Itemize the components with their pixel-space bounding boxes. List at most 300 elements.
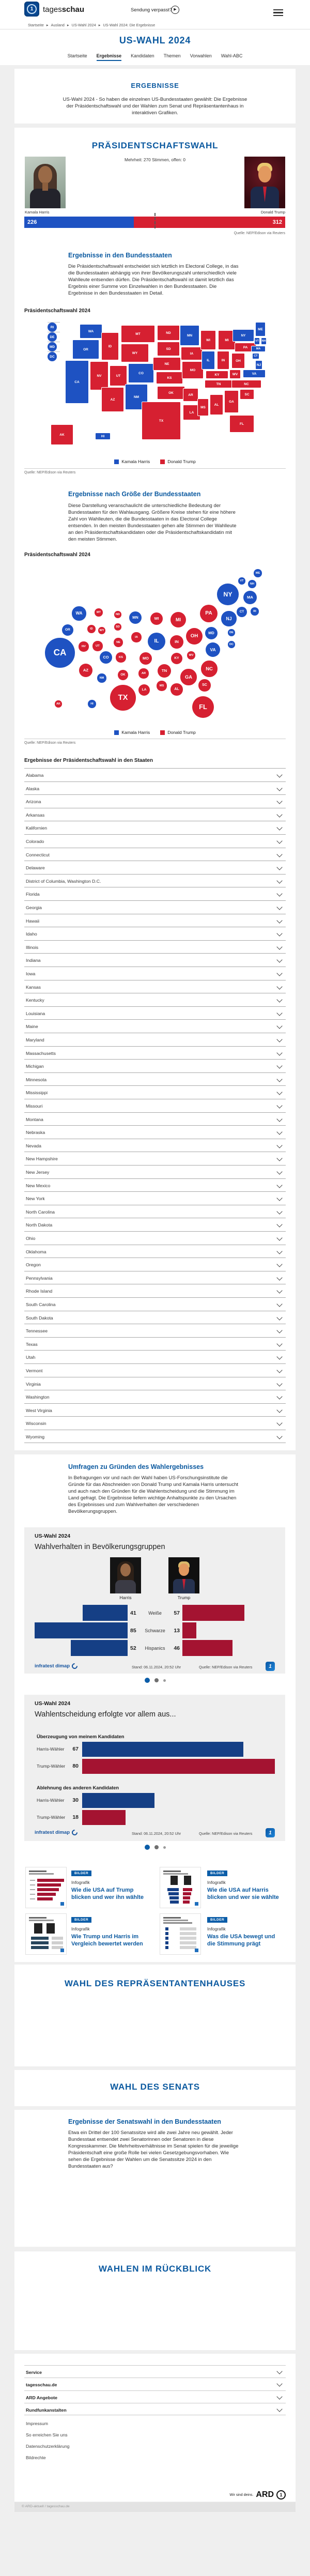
chevron-down-icon: [276, 1169, 282, 1174]
bubble-state-AR[interactable]: AR: [138, 668, 148, 678]
chevron-down-icon: [276, 799, 282, 804]
tab-startseite[interactable]: Startseite: [67, 53, 87, 58]
harris-ev-value: 226: [27, 219, 37, 225]
footer-accordion-label: ARD Angebote: [26, 2395, 57, 2400]
thumb-square: [165, 1941, 168, 1944]
bubble-state-IL[interactable]: IL: [148, 633, 165, 650]
bubble-state-VA[interactable]: VA: [206, 642, 220, 657]
state-accordion-row-hawaii[interactable]: [24, 914, 286, 927]
teaser-title-was-die-usa-bewegt-und-die-stimmung-pr-gt[interactable]: Was die USA bewegt und die Stimmung prägt: [207, 1934, 275, 1947]
footer-accordion-label: Rundfunkanstalten: [26, 2407, 67, 2413]
teaser-thumbnail[interactable]: [25, 1867, 67, 1908]
tab-wahl-abc[interactable]: Wahl-ABC: [221, 53, 243, 58]
senat-heading: WAHL DES SENATS: [110, 2082, 200, 2092]
carousel-dot-1[interactable]: [145, 1845, 150, 1850]
ergebnisse-heading: ERGEBNISSE: [131, 82, 179, 89]
tab-vorwahlen[interactable]: Vorwahlen: [190, 53, 212, 58]
state-accordion-row-arkansas[interactable]: [24, 808, 286, 821]
state-accordion-row-new-hampshire[interactable]: [24, 1152, 286, 1165]
map-state-CA[interactable]: CA: [65, 360, 89, 404]
state-name: Missouri: [26, 1103, 43, 1109]
map-state-NY[interactable]: NY: [233, 329, 254, 342]
state-name: Iowa: [26, 971, 36, 976]
state-name: North Dakota: [26, 1222, 53, 1228]
card1-harris-label: Harris: [119, 1595, 132, 1600]
map-state-TN[interactable]: TN: [205, 380, 233, 388]
state-name: Pennsylvania: [26, 1275, 53, 1281]
state-accordion-row-south-carolina[interactable]: [24, 1297, 286, 1311]
breadcrumb-link-startseite[interactable]: Startseite: [28, 23, 44, 27]
bubble-state-NH[interactable]: NH: [248, 580, 256, 588]
bubble-state-UT[interactable]: UT: [92, 641, 102, 651]
state-name: New Hampshire: [26, 1156, 58, 1162]
bubble-state-ND[interactable]: ND: [114, 611, 121, 618]
source-note: Quelle: NEP/Edison via Reuters: [234, 232, 285, 235]
chevron-down-icon: [276, 1235, 282, 1240]
demo-value-trump: 57: [174, 1610, 180, 1616]
thumb-bar: [169, 1896, 179, 1899]
demo-bar-harris: [35, 1622, 128, 1638]
footer-link-datenschutzerkl-rung[interactable]: Datenschutzerklärung: [26, 2444, 70, 2449]
map-state-LA[interactable]: LA: [183, 405, 200, 420]
bubble-state-OH[interactable]: OH: [186, 628, 203, 645]
state-name: Vermont: [26, 1368, 43, 1373]
bubble-state-GA[interactable]: GA: [180, 669, 196, 685]
thumb-title-line: [29, 1873, 54, 1875]
state-accordion-row-vermont[interactable]: [24, 1363, 286, 1377]
chevron-down-icon: [276, 1394, 282, 1400]
bubble-state-RI[interactable]: RI: [251, 607, 259, 616]
map-state-MT[interactable]: MT: [121, 325, 155, 343]
map-state-ND[interactable]: ND: [157, 325, 180, 341]
map-state-VT[interactable]: VT: [254, 338, 260, 345]
demo-bar-trump: [182, 1605, 244, 1621]
bubble-state-NY[interactable]: NY: [217, 584, 238, 605]
teaser-kicker: Infografik: [207, 1880, 226, 1885]
thumb-tick: [30, 1898, 35, 1899]
state-accordion-row-washington[interactable]: [24, 1390, 286, 1403]
bundesstaaten-heading[interactable]: Ergebnisse in den Bundesstaaten: [68, 252, 172, 259]
bubble-state-DC[interactable]: DC: [228, 641, 235, 648]
map-state-OH[interactable]: OH: [231, 353, 245, 369]
bubble-state-NV[interactable]: NV: [79, 641, 88, 651]
teaser-thumbnail[interactable]: [160, 1913, 201, 1955]
source-note: Quelle: NEP/Edison via Reuters: [24, 741, 76, 745]
chevron-down-icon: [276, 1102, 282, 1108]
state-accordion-row-colorado[interactable]: [24, 834, 286, 848]
groesse-text: Diese Darstellung veranschaulicht die unterschiedliche Bedeutung der Bundesstaaten für den Wahlausgang. Größere Kreise stehen für eine höhere Zahl von Wahlleuten, die die Bundesstaaten in das Electoral College entsenden. In den meisten Bundesstaaten gehen alle Stimmen der Wahlleute an den Präsidentschaftskandidaten oder die Präsidentschaftskandidatin mit den meisten Stimmen.: [68, 503, 237, 542]
state-accordion-row-louisiana[interactable]: [24, 1006, 286, 1020]
footer-accordion-rundfunkanstalten[interactable]: [24, 2403, 286, 2415]
state-accordion-row-south-dakota[interactable]: [24, 1311, 286, 1324]
bubble-state-AK[interactable]: AK: [55, 700, 62, 708]
state-name: North Carolina: [26, 1209, 55, 1215]
chevron-down-icon: [276, 997, 282, 1003]
bubble-state-MT[interactable]: MT: [95, 608, 103, 617]
missed-broadcast-link[interactable]: Sendung verpasst?: [131, 7, 173, 12]
state-accordion-row-new-jersey[interactable]: [24, 1165, 286, 1178]
map-state-NM[interactable]: NM: [125, 384, 148, 410]
thumb-brand-square: [195, 1902, 198, 1906]
tagesschau-logo-icon[interactable]: [24, 2, 39, 17]
bubble-state-OK[interactable]: OK: [118, 670, 129, 681]
bubble-state-NM[interactable]: NM: [97, 673, 106, 682]
card1-trump-label: Trump: [177, 1595, 191, 1600]
map-state-WI[interactable]: WI: [200, 330, 216, 350]
chevron-down-icon: [276, 1262, 282, 1267]
page-title: US-WAHL 2024: [119, 35, 191, 45]
map-state-NJ[interactable]: NJ: [255, 360, 262, 370]
decision-row-label: Harris-Wähler: [37, 1798, 65, 1803]
bubble-state-DE[interactable]: DE: [228, 629, 235, 636]
umfragen-text: In Befragungen vor und nach der Wahl haben US-Forschungsinstitute die Gründe für das Abschneiden von Donald Trump und Kamala Harris untersucht und auch nach den Gründen für die Wahlentscheidung und die Stimmung im Land gefragt. Die Ergebnisse liefern wichtige Anhaltspunkte zu den Ursachen des Ergebnisses und zum Wahlverhalten der verschiedenen Bevölkerungsgruppen.: [68, 1475, 238, 1514]
bubble-state-WA[interactable]: WA: [72, 606, 86, 620]
map-state-IL[interactable]: IL: [202, 351, 215, 370]
footer-link-so-erreichen-sie-uns[interactable]: So erreichen Sie uns: [26, 2432, 68, 2437]
umfragen-heading[interactable]: Umfragen zu Gründen des Wahlergebnisses: [68, 1463, 204, 1470]
state-accordion-row-montana[interactable]: [24, 1112, 286, 1126]
carousel-dot-2[interactable]: [154, 1678, 159, 1682]
bubble-state-CO[interactable]: CO: [100, 651, 113, 664]
map-state-MO[interactable]: MO: [182, 361, 204, 379]
bubble-state-NC[interactable]: NC: [201, 661, 217, 677]
tab-themen[interactable]: Themen: [163, 53, 181, 58]
map-state-NE[interactable]: NE: [153, 357, 181, 371]
teaser-title-wie-trump-und-harris-im-vergleich-bewertet-werden[interactable]: Wie Trump und Harris im Vergleich bewertet werden: [71, 1934, 143, 1947]
brand-bold: schau: [61, 5, 85, 14]
bundesstaaten-text: Die Präsidentschaftswahl entscheidet sich letztlich im Electoral College, in das die Bundesstaaten abhängig von ihrer Bevölkerungszahl unterschiedlich viele Wahlleute entsenden dürfen. Die Präsidentschaftswahl ist damit letztlich das Ergebnis einer Summe von Einzelwahlen in den Bundesstaaten. Die Ergebnisse in den Bundesstaaten im Detail.: [68, 264, 239, 296]
state-accordion-row-massachusetts[interactable]: [24, 1046, 286, 1060]
map-state-MN[interactable]: MN: [180, 325, 199, 346]
harris-name: Kamala Harris: [25, 210, 50, 214]
state-accordion-row-connecticut[interactable]: [24, 848, 286, 861]
state-accordion-row-georgia[interactable]: [24, 900, 286, 914]
state-accordion-row-nevada[interactable]: [24, 1139, 286, 1152]
state-accordion-row-virginia[interactable]: [24, 1377, 286, 1390]
map-state-KY[interactable]: KY: [206, 371, 228, 379]
decision-group-label: Überzeugung von meinem Kandidaten: [37, 1734, 125, 1739]
state-name: Kalifornien: [26, 825, 48, 831]
map-chart-label: Präsidentschaftswahl 2024: [24, 308, 90, 314]
legend-label: Kamala Harris: [121, 730, 150, 735]
groesse-heading[interactable]: Ergebnisse nach Größe der Bundesstaaten: [68, 490, 201, 498]
bubble-state-WY[interactable]: WY: [98, 627, 105, 634]
state-accordion-row-wyoming[interactable]: [24, 1430, 286, 1443]
map-state-ID[interactable]: ID: [101, 332, 119, 360]
teaser-kicker: Infografik: [71, 1926, 90, 1931]
map-callout-MD[interactable]: MD: [48, 342, 57, 351]
bubble-state-IN[interactable]: IN: [170, 635, 183, 649]
teaser-title-wie-die-usa-auf-harris-blicken-und-wer-sie-w-hlte[interactable]: Wie die USA auf Harris blicken und wer sie wählte: [207, 1887, 279, 1900]
footer-accordion-tagesschau-de[interactable]: [24, 2378, 286, 2390]
bubble-state-LA[interactable]: LA: [138, 684, 150, 696]
teaser-title-wie-die-usa-auf-trump-blicken-und-wer-ihn-w-hlte[interactable]: Wie die USA auf Trump blicken und wer ihn wählte: [71, 1887, 144, 1900]
bubble-state-TX[interactable]: TX: [110, 685, 135, 710]
legend-swatch: [114, 459, 119, 464]
state-accordion-row-oklahoma[interactable]: [24, 1245, 286, 1258]
thumb-bar: [180, 1937, 196, 1940]
breadcrumb-link-ausland[interactable]: Ausland: [51, 23, 65, 27]
bubble-state-CT[interactable]: CT: [237, 607, 247, 618]
chevron-down-icon: [276, 2368, 282, 2374]
footer-accordion-ard-angebote[interactable]: [24, 2390, 286, 2403]
state-accordion-row-michigan[interactable]: [24, 1059, 286, 1072]
bubble-state-WV[interactable]: WV: [187, 651, 195, 660]
bubble-state-NE[interactable]: NE: [114, 638, 122, 647]
map-state-CO[interactable]: CO: [128, 363, 154, 383]
decision-value: 18: [72, 1814, 79, 1820]
map-state-SC[interactable]: SC: [240, 389, 254, 400]
bubble-state-MO[interactable]: MO: [140, 652, 152, 665]
thumb-kicker-line: [29, 1870, 47, 1872]
map-state-ME[interactable]: ME: [255, 322, 266, 336]
bubble-state-OR[interactable]: OR: [62, 624, 73, 636]
state-accordion-row-maine[interactable]: [24, 1019, 286, 1033]
map-callout-DE[interactable]: DE: [48, 332, 57, 342]
map-state-WY[interactable]: WY: [121, 344, 149, 362]
carousel-dot-1[interactable]: [145, 1678, 150, 1683]
map-callout-DC[interactable]: DC: [48, 352, 57, 361]
state-accordion-row-rhode-island[interactable]: [24, 1284, 286, 1297]
brand-wordmark[interactable]: [43, 5, 84, 14]
map-state-NC[interactable]: NC: [231, 380, 261, 388]
map-callout-RI[interactable]: RI: [48, 323, 57, 332]
state-accordion-row-florida[interactable]: [24, 887, 286, 900]
bubble-state-MA[interactable]: MA: [243, 591, 257, 604]
thumb-bar: [183, 1892, 191, 1895]
ard-wordmark: ARD: [256, 2490, 274, 2499]
bubble-state-AL[interactable]: AL: [171, 683, 182, 695]
chevron-down-icon: [276, 1116, 282, 1122]
state-name: District of Columbia, Washington D.C.: [26, 878, 101, 884]
bubble-state-PA[interactable]: PA: [200, 605, 218, 622]
carousel-dot-2[interactable]: [154, 1845, 159, 1849]
breadcrumb-separator: ▸: [98, 23, 101, 27]
state-accordion-row-utah[interactable]: [24, 1350, 286, 1363]
map-state-TX[interactable]: TX: [142, 402, 181, 440]
state-accordion-row-north-dakota[interactable]: [24, 1218, 286, 1231]
state-accordion-row-kansas[interactable]: [24, 980, 286, 993]
bubble-state-ID[interactable]: ID: [87, 625, 96, 633]
state-accordion-row-district-of-columbia-washington-d-c[interactable]: [24, 874, 286, 887]
bubble-state-VT[interactable]: VT: [238, 577, 245, 585]
map-state-VA[interactable]: VA: [243, 370, 266, 378]
bubble-state-SC[interactable]: SC: [198, 679, 210, 691]
carousel-dot-3[interactable]: [163, 1679, 166, 1682]
breadcrumb: [28, 23, 155, 27]
state-name: Utah: [26, 1355, 36, 1360]
map-state-NH[interactable]: NH: [261, 338, 267, 345]
infratest-dimap-logo: [35, 1830, 78, 1835]
map-state-MI[interactable]: MI: [218, 330, 236, 350]
section-tabs: [0, 53, 310, 61]
state-accordion-row-arizona[interactable]: [24, 794, 286, 808]
electoral-bar-harris: [24, 217, 134, 228]
bubble-state-CA[interactable]: CA: [45, 638, 74, 667]
bubble-state-NJ[interactable]: NJ: [221, 611, 236, 626]
map-state-IN[interactable]: IN: [217, 351, 229, 370]
bubble-state-IA[interactable]: IA: [131, 632, 141, 642]
legend-item: [114, 730, 150, 735]
footer-link-impressum[interactable]: Impressum: [26, 2421, 48, 2426]
state-accordion-row-wisconsin[interactable]: [24, 1416, 286, 1430]
brand-text: infratest dimap: [35, 1830, 70, 1835]
state-name: Wisconsin: [26, 1421, 47, 1427]
bubble-state-KY[interactable]: KY: [171, 653, 182, 664]
carousel-dot-3[interactable]: [163, 1846, 166, 1849]
state-accordion-row-west-virginia[interactable]: [24, 1403, 286, 1417]
map-state-KS[interactable]: KS: [156, 372, 183, 384]
thumb-photo: [171, 1876, 178, 1885]
tab-ergebnisse[interactable]: Ergebnisse: [97, 53, 122, 61]
ard-logo-icon: 1: [266, 1662, 275, 1671]
state-name: South Carolina: [26, 1302, 56, 1307]
state-accordion-row-tennessee[interactable]: [24, 1324, 286, 1337]
map-state-MS[interactable]: MS: [197, 398, 209, 416]
state-accordion-row-indiana[interactable]: [24, 953, 286, 967]
thumb-tick: [30, 1880, 35, 1881]
chevron-down-icon: [276, 970, 282, 976]
bubble-state-WI[interactable]: WI: [150, 612, 163, 625]
map-state-OR[interactable]: OR: [72, 340, 99, 359]
map-state-GA[interactable]: GA: [224, 390, 239, 413]
map-state-HI[interactable]: HI: [95, 433, 111, 440]
map-state-AK[interactable]: AK: [51, 424, 73, 445]
map-state-WV[interactable]: WV: [229, 370, 241, 379]
map-state-CT[interactable]: CT: [252, 353, 259, 359]
map-state-OK[interactable]: OK: [157, 386, 185, 400]
thumb-bar: [183, 1900, 190, 1904]
decision-row-label: Trump-Wähler: [37, 1764, 66, 1769]
state-accordion-row-delaware[interactable]: [24, 861, 286, 874]
state-accordion-row-texas[interactable]: [24, 1337, 286, 1351]
map-state-FL[interactable]: FL: [229, 415, 254, 433]
state-accordion-row-new-york[interactable]: [24, 1191, 286, 1205]
bubble-state-HI[interactable]: HI: [88, 700, 96, 708]
state-accordion-row-alaska[interactable]: [24, 781, 286, 795]
map-state-SD[interactable]: SD: [157, 342, 180, 356]
map-state-UT[interactable]: UT: [110, 365, 127, 386]
state-accordion-row-north-carolina[interactable]: [24, 1205, 286, 1218]
state-accordion-row-maryland[interactable]: [24, 1033, 286, 1046]
chevron-down-icon: [276, 1129, 282, 1135]
chevron-down-icon: [276, 1248, 282, 1254]
state-name: Connecticut: [26, 852, 50, 857]
state-name: Colorado: [26, 839, 44, 844]
teaser-thumbnail[interactable]: [160, 1867, 201, 1908]
chevron-down-icon: [276, 1381, 282, 1386]
breadcrumb-separator: ▸: [46, 23, 49, 27]
chevron-down-icon: [276, 1433, 282, 1439]
map-state-AR[interactable]: AR: [183, 388, 198, 402]
footer-accordion-label: Service: [26, 2370, 42, 2375]
bubble-state-MS[interactable]: MS: [157, 681, 166, 691]
bubble-state-SD[interactable]: SD: [114, 623, 121, 631]
bubble-state-AZ[interactable]: AZ: [79, 664, 92, 677]
bubble-state-TN[interactable]: TN: [158, 664, 171, 678]
state-name: New Jersey: [26, 1170, 50, 1175]
bubble-state-ME[interactable]: ME: [254, 569, 262, 577]
bubble-legend: [14, 730, 296, 735]
thumb-title-line: [163, 1873, 188, 1875]
state-accordion-row-kentucky[interactable]: [24, 993, 286, 1006]
carousel-dots: [14, 1678, 296, 1683]
state-name: Michigan: [26, 1064, 44, 1069]
state-name: Virginia: [26, 1381, 41, 1387]
chevron-down-icon: [276, 825, 282, 831]
map-state-IA[interactable]: IA: [181, 347, 203, 360]
state-name: Indiana: [26, 958, 41, 963]
state-name: West Virginia: [26, 1407, 52, 1413]
breadcrumb-link-us-wahl-2024-die-ergebnisse[interactable]: US-Wahl 2024: Die Ergebnisse: [103, 23, 156, 27]
bubble-state-MD[interactable]: MD: [205, 627, 218, 640]
state-name: Georgia: [26, 905, 42, 910]
teaser-thumbnail[interactable]: [25, 1913, 67, 1955]
thumb-bar: [168, 1892, 179, 1895]
chevron-down-icon: [276, 1050, 282, 1055]
state-name: Florida: [26, 892, 40, 897]
carousel-dots: [14, 1845, 296, 1850]
state-accordion-row-idaho[interactable]: [24, 927, 286, 940]
state-accordion-row-ohio[interactable]: [24, 1231, 286, 1245]
chevron-down-icon: [276, 931, 282, 937]
bubble-state-FL[interactable]: FL: [192, 696, 214, 718]
chevron-down-icon: [276, 772, 282, 777]
tab-kandidaten[interactable]: Kandidaten: [131, 53, 154, 58]
legend-swatch: [160, 730, 165, 735]
senatswahl-heading[interactable]: Ergebnisse der Senatswahl in den Bundesstaaten: [68, 2118, 221, 2125]
thumb-brand-square: [60, 1902, 64, 1906]
bubble-state-MN[interactable]: MN: [129, 611, 142, 624]
state-accordion-row-new-mexico[interactable]: [24, 1178, 286, 1192]
state-accordion-row-iowa[interactable]: [24, 967, 286, 980]
chevron-down-icon: [276, 2381, 282, 2387]
map-state-AL[interactable]: AL: [210, 394, 223, 415]
map-state-NV[interactable]: NV: [90, 361, 109, 390]
state-accordion-row-minnesota[interactable]: [24, 1072, 286, 1086]
state-name: Minnesota: [26, 1077, 47, 1082]
state-accordion-row-nebraska[interactable]: [24, 1125, 286, 1139]
rueckblick-heading: WAHLEN IM RÜCKBLICK: [98, 2264, 212, 2274]
state-accordion-row-missouri[interactable]: [24, 1099, 286, 1112]
play-icon[interactable]: ▶: [171, 6, 179, 14]
thumb-kicker-line: [29, 1917, 47, 1919]
chevron-down-icon: [276, 1314, 282, 1320]
chevron-down-icon: [276, 851, 282, 857]
map-state-AZ[interactable]: AZ: [101, 387, 124, 412]
bubble-state-MI[interactable]: MI: [171, 612, 186, 627]
demo-value-trump: 13: [174, 1628, 180, 1634]
map-state-WA[interactable]: WA: [80, 324, 102, 339]
map-state-PA[interactable]: PA: [235, 343, 256, 352]
thumb-brand-square: [195, 1949, 198, 1952]
state-name: Alaska: [26, 786, 40, 791]
footer-link-bildrechte[interactable]: Bildrechte: [26, 2455, 46, 2460]
state-accordion-row-mississippi[interactable]: [24, 1085, 286, 1099]
card2-title: Wahlentscheidung erfolgte vor allem aus...: [35, 1710, 176, 1719]
footer-accordion-service[interactable]: [24, 2365, 286, 2378]
map-state-MA[interactable]: MA: [251, 346, 266, 352]
bubble-state-KS[interactable]: KS: [116, 652, 126, 662]
state-accordion-row-illinois[interactable]: [24, 940, 286, 954]
state-accordion-row-pennsylvania[interactable]: [24, 1271, 286, 1284]
state-accordion-row-kalifornien[interactable]: [24, 821, 286, 834]
breadcrumb-link-us-wahl-2024[interactable]: US-Wahl 2024: [71, 23, 96, 27]
state-name: Maryland: [26, 1037, 44, 1042]
state-accordion-row-alabama[interactable]: [24, 768, 286, 781]
state-accordion-row-oregon[interactable]: [24, 1258, 286, 1271]
menu-icon[interactable]: [273, 8, 283, 18]
